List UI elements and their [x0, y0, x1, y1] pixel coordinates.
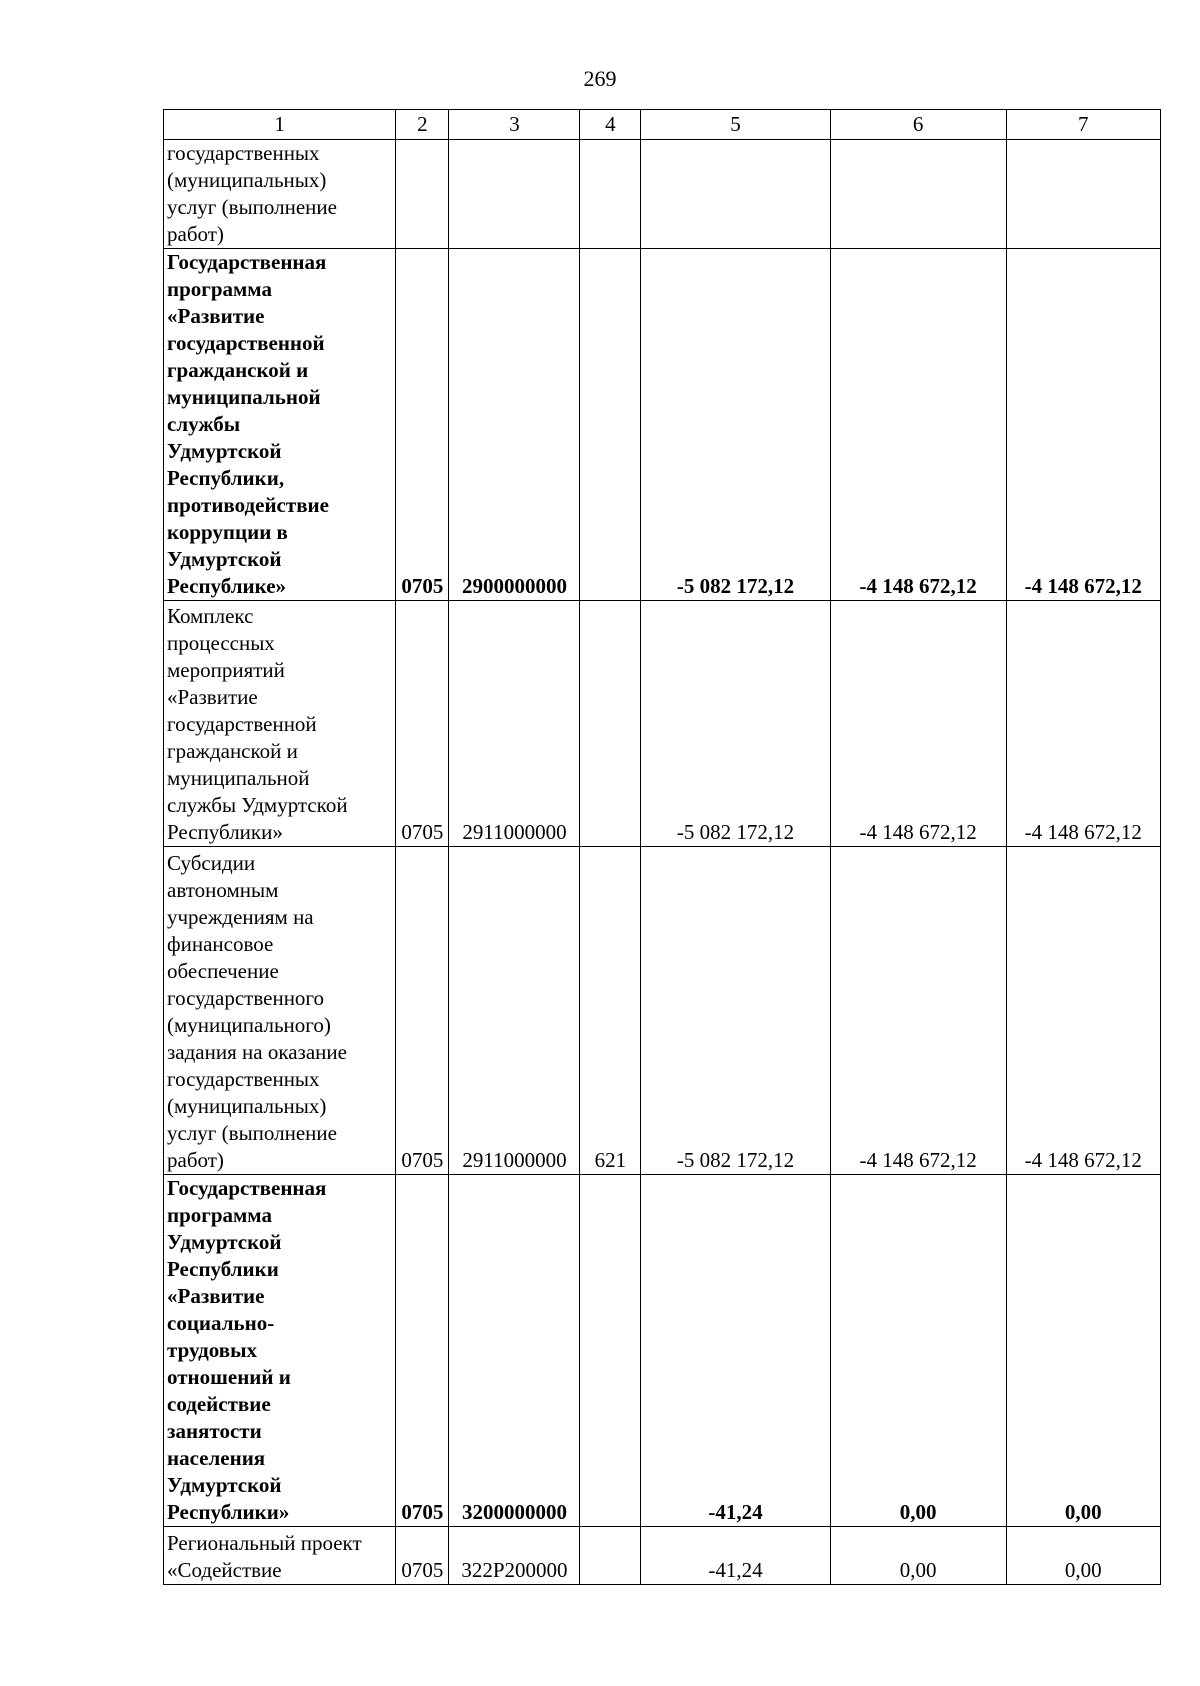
section-code: 0705: [396, 249, 449, 601]
column-header-2: 2: [396, 110, 449, 140]
column-header-5: 5: [641, 110, 831, 140]
amount-col-6: -4 148 672,12: [830, 601, 1006, 847]
target-code: 2900000000: [449, 249, 580, 601]
target-code: 3200000000: [449, 1175, 580, 1527]
section-code: 0705: [396, 847, 449, 1175]
row-name: Государственная программа Удмуртской Республики «Развитие социально- трудовых отношений и содействие занятости населения Удмуртской Республики»: [164, 1175, 396, 1527]
amount-col-6: -4 148 672,12: [830, 249, 1006, 601]
section-code: 0705: [396, 1175, 449, 1527]
column-header-3: 3: [449, 110, 580, 140]
amount-col-6: -4 148 672,12: [830, 847, 1006, 1175]
amount-col-5: -5 082 172,12: [641, 847, 831, 1175]
table-row: [164, 847, 1161, 1175]
amount-col-5: -41,24: [641, 1527, 831, 1585]
section-code: 0705: [396, 601, 449, 847]
table-row: [164, 1175, 1161, 1527]
table-row: [164, 601, 1161, 847]
page-number: 269: [583, 66, 617, 91]
table-row: [164, 249, 1161, 601]
amount-col-5: -5 082 172,12: [641, 249, 831, 601]
table-row: [164, 140, 1161, 249]
amount-col-6: 0,00: [830, 1175, 1006, 1527]
expense-type-code: [580, 601, 641, 847]
amount-col-7: [1006, 140, 1160, 249]
row-name: Государственная программа «Развитие государственной гражданской и муниципальной службы Удмуртской Республики, противодействие коррупции в Удмуртской Республике»: [164, 249, 396, 601]
amount-col-5: -41,24: [641, 1175, 831, 1527]
expense-type-code: [580, 1175, 641, 1527]
amount-col-7: -4 148 672,12: [1006, 601, 1160, 847]
expense-type-code: [580, 249, 641, 601]
column-header-7: 7: [1006, 110, 1160, 140]
column-header-4: 4: [580, 110, 641, 140]
row-name: государственных (муниципальных) услуг (выполнение работ): [164, 140, 396, 249]
column-header-6: 6: [830, 110, 1006, 140]
amount-col-6: 0,00: [830, 1527, 1006, 1585]
target-code: 322P200000: [449, 1527, 580, 1585]
expense-type-code: [580, 1527, 641, 1585]
column-header-1: 1: [164, 110, 396, 140]
table-row: [164, 1527, 1161, 1585]
target-code: 2911000000: [449, 601, 580, 847]
row-name: Региональный проект «Содействие: [164, 1527, 396, 1585]
amount-col-6: [830, 140, 1006, 249]
amount-col-7: -4 148 672,12: [1006, 847, 1160, 1175]
row-name: Субсидии автономным учреждениям на финансовое обеспечение государственного (муниципального) задания на оказание государственных (муниципальных) услуг (выполнение работ): [164, 847, 396, 1175]
amount-col-7: 0,00: [1006, 1527, 1160, 1585]
amount-col-7: 0,00: [1006, 1175, 1160, 1527]
row-name: Комплекс процессных мероприятий «Развитие государственной гражданской и муниципальной службы Удмуртской Республики»: [164, 601, 396, 847]
section-code: 0705: [396, 1527, 449, 1585]
amount-col-5: -5 082 172,12: [641, 601, 831, 847]
expense-type-code: [580, 140, 641, 249]
target-code: [449, 140, 580, 249]
expense-type-code: 621: [580, 847, 641, 1175]
amount-col-5: [641, 140, 831, 249]
header-row: [164, 110, 1161, 140]
budget-table: [163, 109, 1161, 1585]
target-code: 2911000000: [449, 847, 580, 1175]
section-code: [396, 140, 449, 249]
amount-col-7: -4 148 672,12: [1006, 249, 1160, 601]
